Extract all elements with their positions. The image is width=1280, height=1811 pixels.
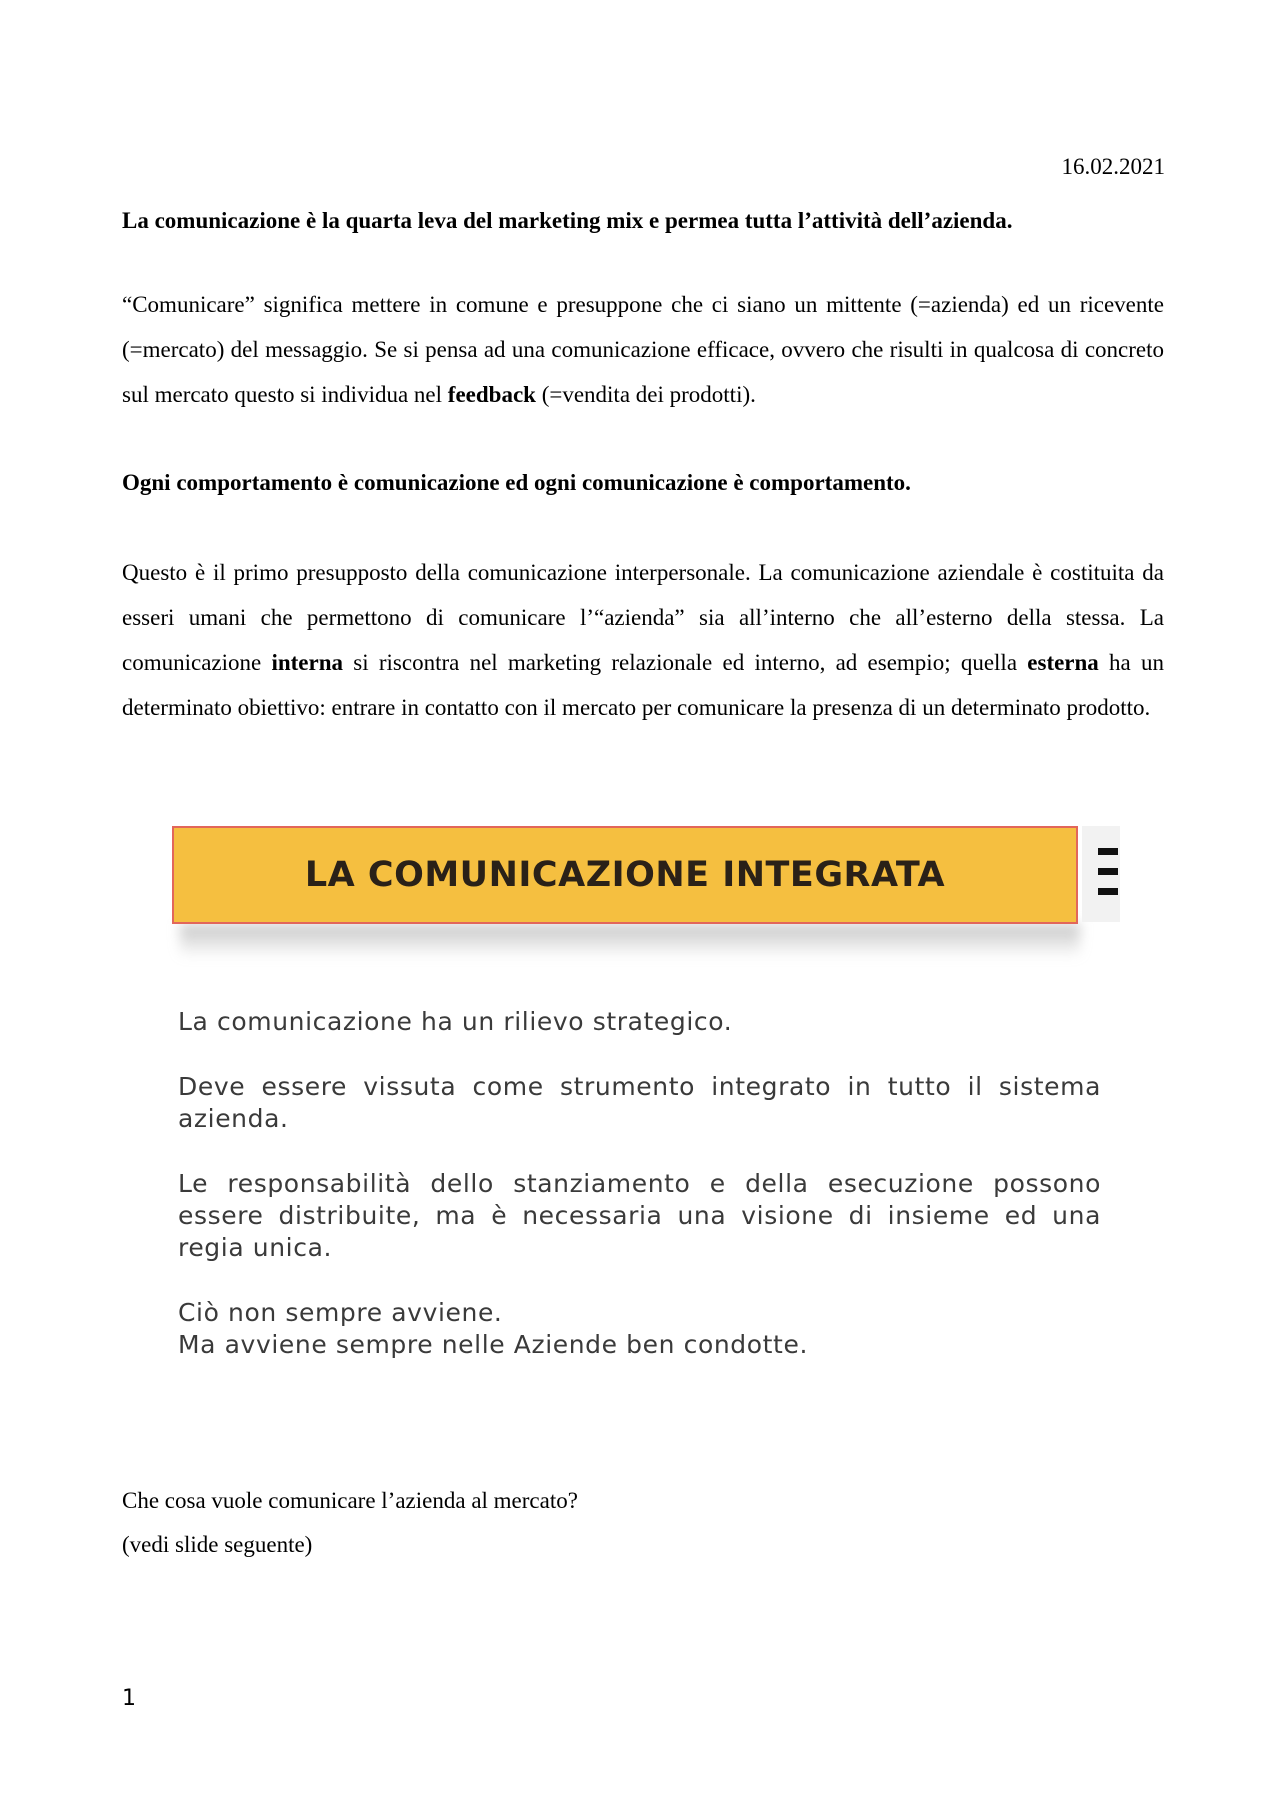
slide-banner — [172, 826, 1078, 924]
slide-line-1: La comunicazione ha un rilievo strategico. — [178, 1007, 733, 1036]
slide-line-3: Le responsabilità dello stanziamento e della esecuzione possono essere distribuite, ma è necessaria una visione di insieme ed una regia unica. — [178, 1169, 1101, 1262]
slide-line-4a: Ciò non sempre avviene. — [178, 1298, 503, 1327]
slide-title: LA COMUNICAZIONE INTEGRATA — [304, 855, 946, 895]
banner-shadow — [180, 924, 1080, 958]
paragraph-interpersonale — [122, 550, 1164, 730]
bold-statement: Ogni comportamento è comunicazione ed ogni comunicazione è comportamento. — [122, 470, 911, 495]
paragraph-text: Questo è il primo presupposto della comunicazione interpersonale. La comunicazione aziendale è costituita da esseri umani che permettono di comunicare l’“azienda” sia all’interno che all’esterno della stessa. La comunicazione — [122, 560, 1164, 675]
embedded-slide-image — [150, 812, 1120, 1387]
paragraph-text: “Comunicare” significa mettere in comune e presuppone che ci siano un mittente (=azienda) ed un ricevente (=mercato) del messaggio. Se si pensa ad una comunicazione efficace, ovvero che risulti in qualcosa di concreto sul mercato questo si individua nel — [122, 292, 1164, 407]
bold-term-feedback: feedback — [447, 382, 536, 407]
paragraph-comunicare — [122, 282, 1164, 417]
lead-sentence: La comunicazione è la quarta leva del marketing mix e permea tutta l’attività dell’azienda. — [122, 208, 1013, 233]
slide-line-4b: Ma avviene sempre nelle Aziende ben condotte. — [178, 1330, 808, 1359]
bold-term-interna: interna — [271, 650, 344, 675]
note-text: (vedi slide seguente) — [122, 1532, 313, 1557]
page-number: 1 — [122, 1686, 136, 1711]
question-text: Che cosa vuole comunicare l’azienda al mercato? — [122, 1488, 578, 1513]
paragraph-text: (=vendita dei prodotti). — [535, 382, 756, 407]
slide-line-2: Deve essere vissuta come strumento integrato in tutto il sistema azienda. — [178, 1072, 1101, 1133]
paragraph-text: ha un determinato obiettivo: entrare in contatto con il mercato per comunicare la presenza di un determinato prodotto. — [122, 650, 1165, 720]
document-date: 16.02.2021 — [1061, 154, 1165, 179]
menu-icon — [1098, 848, 1118, 898]
slide-line-4 — [178, 1297, 1101, 1361]
paragraph-text: si riscontra nel marketing relazionale ed interno, ad esempio; quella — [343, 650, 1028, 675]
bold-term-esterna: esterna — [1027, 650, 1099, 675]
